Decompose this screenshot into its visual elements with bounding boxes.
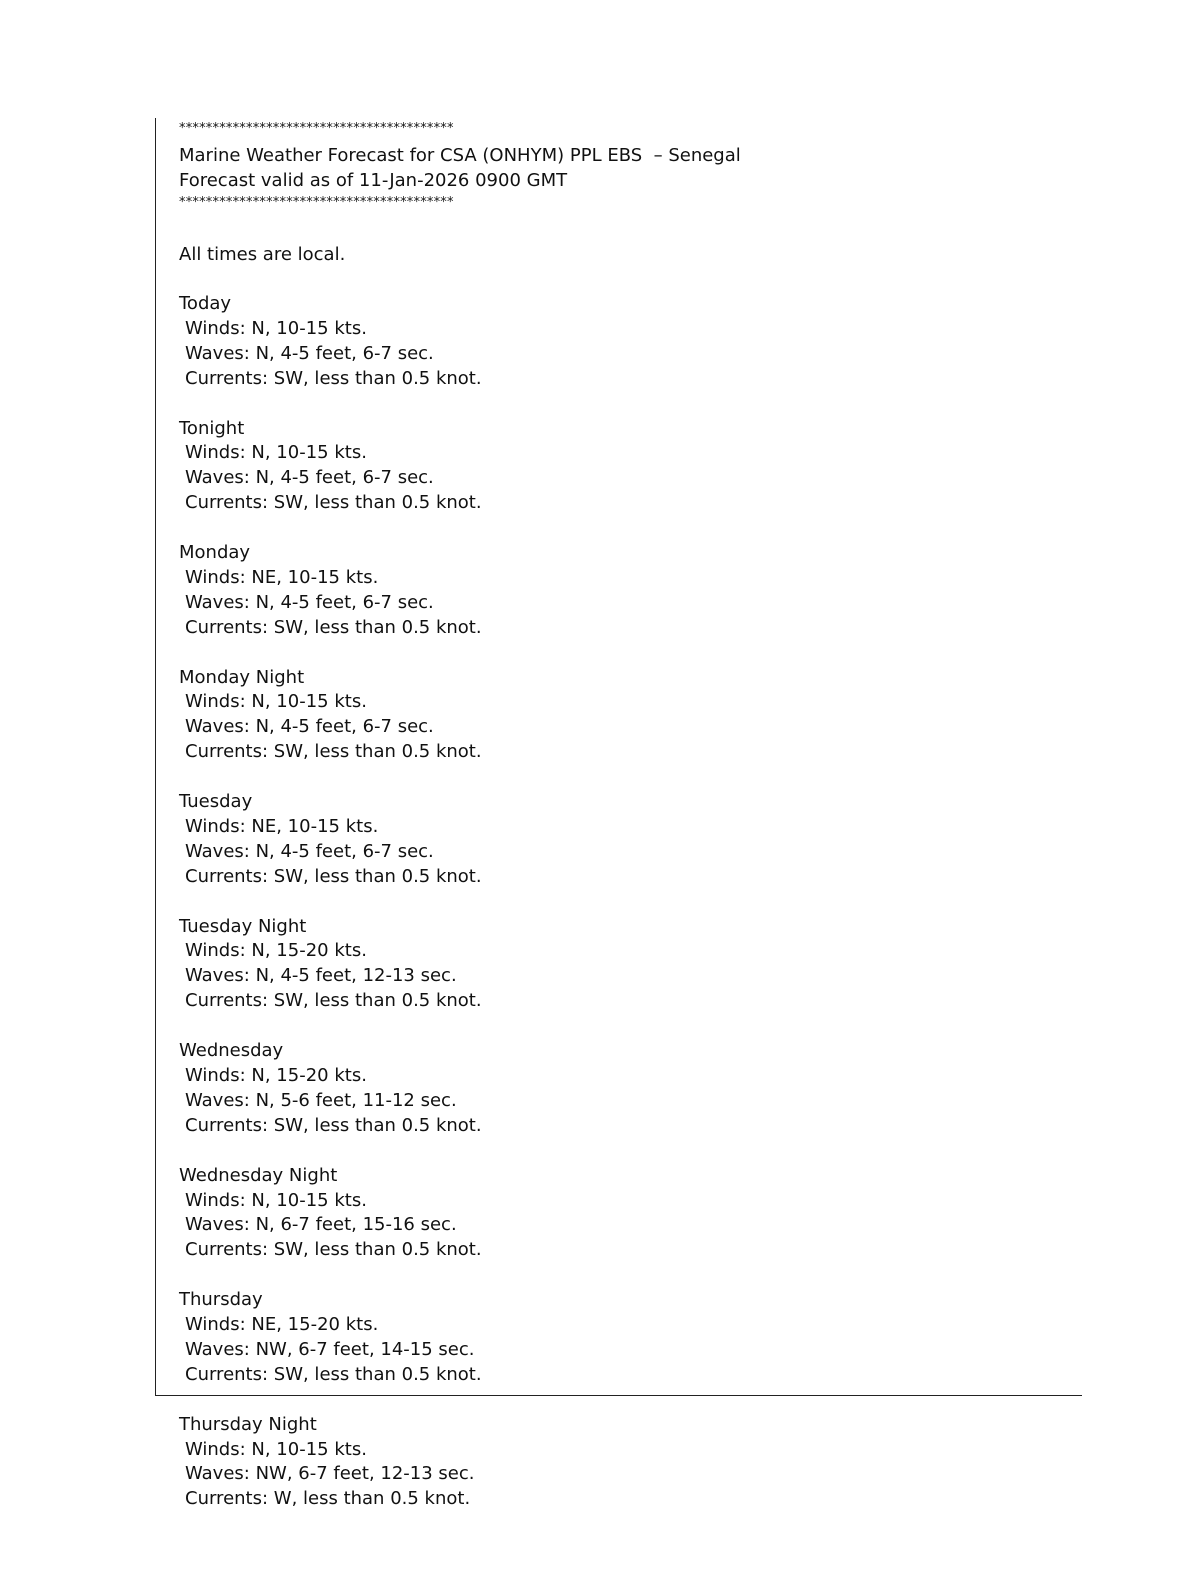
period-waves: Waves: N, 4-5 feet, 6-7 sec.	[185, 467, 434, 489]
period-name: Tonight	[179, 417, 245, 439]
period-waves: Waves: N, 5-6 feet, 11-12 sec.	[185, 1089, 457, 1111]
forecast-period	[179, 1039, 1079, 1139]
period-waves: Waves: NW, 6-7 feet, 14-15 sec.	[185, 1338, 475, 1360]
period-winds: Winds: N, 10-15 kts.	[185, 691, 367, 713]
period-name: Today	[179, 293, 232, 314]
period-winds: Winds: N, 15-20 kts.	[185, 940, 367, 962]
period-winds: Winds: N, 10-15 kts.	[185, 317, 367, 339]
period-currents: Currents: SW, less than 0.5 knot.	[185, 616, 482, 638]
times-note: All times are local.	[179, 244, 346, 265]
period-currents: Currents: SW, less than 0.5 knot.	[185, 1239, 482, 1261]
forecast-title: Marine Weather Forecast for CSA (ONHYM) PPL EBS – Senegal	[179, 145, 741, 166]
period-winds: Winds: N, 10-15 kts.	[185, 1438, 367, 1460]
forecast-period	[179, 1288, 1079, 1388]
period-waves: Waves: N, 4-5 feet, 6-7 sec.	[185, 342, 434, 364]
forecast-period	[179, 790, 1079, 890]
left-border-line	[155, 118, 156, 1396]
period-currents: Currents: SW, less than 0.5 knot.	[185, 1363, 482, 1385]
period-winds: Winds: NE, 10-15 kts.	[185, 815, 379, 837]
forecast-period	[179, 417, 1079, 517]
period-currents: Currents: SW, less than 0.5 knot.	[185, 1114, 482, 1136]
period-winds: Winds: N, 10-15 kts.	[185, 1189, 367, 1211]
period-name: Wednesday Night	[179, 1164, 338, 1186]
forecast-period	[179, 541, 1079, 641]
forecast-period	[179, 292, 1079, 392]
period-waves: Waves: N, 4-5 feet, 6-7 sec.	[185, 840, 434, 862]
period-winds: Winds: N, 10-15 kts.	[185, 442, 367, 464]
period-currents: Currents: SW, less than 0.5 knot.	[185, 367, 482, 389]
period-name: Monday	[179, 542, 251, 564]
period-waves: Waves: N, 4-5 feet, 6-7 sec.	[185, 716, 434, 738]
period-winds: Winds: NE, 15-20 kts.	[185, 1314, 379, 1336]
period-waves: Waves: N, 4-5 feet, 12-13 sec.	[185, 965, 457, 987]
period-currents: Currents: SW, less than 0.5 knot.	[185, 492, 482, 514]
period-waves: Waves: NW, 6-7 feet, 12-13 sec.	[185, 1463, 475, 1485]
period-currents: Currents: SW, less than 0.5 knot.	[185, 990, 482, 1012]
period-name: Thursday Night	[179, 1413, 317, 1435]
period-waves: Waves: N, 4-5 feet, 6-7 sec.	[185, 591, 434, 613]
header-stars-top: *****************************************	[179, 121, 454, 136]
period-name: Tuesday Night	[179, 915, 307, 937]
forecast-period	[179, 915, 1079, 1015]
period-name: Monday Night	[179, 666, 305, 688]
period-currents: Currents: SW, less than 0.5 knot.	[185, 741, 482, 763]
period-name: Thursday	[179, 1289, 263, 1311]
period-currents: Currents: W, less than 0.5 knot.	[185, 1488, 471, 1510]
forecast-valid-time: Forecast valid as of 11-Jan-2026 0900 GMT	[179, 170, 568, 191]
forecast-list	[179, 292, 1079, 1537]
period-name: Wednesday	[179, 1040, 284, 1062]
forecast-period	[179, 1164, 1079, 1264]
header-stars-bottom: *****************************************	[179, 195, 454, 210]
period-currents: Currents: SW, less than 0.5 knot.	[185, 865, 482, 887]
period-winds: Winds: NE, 10-15 kts.	[185, 566, 379, 588]
period-waves: Waves: N, 6-7 feet, 15-16 sec.	[185, 1214, 457, 1236]
forecast-period	[179, 666, 1079, 766]
period-name: Tuesday	[179, 791, 253, 813]
forecast-period	[179, 1413, 1079, 1513]
period-winds: Winds: N, 15-20 kts.	[185, 1065, 367, 1086]
